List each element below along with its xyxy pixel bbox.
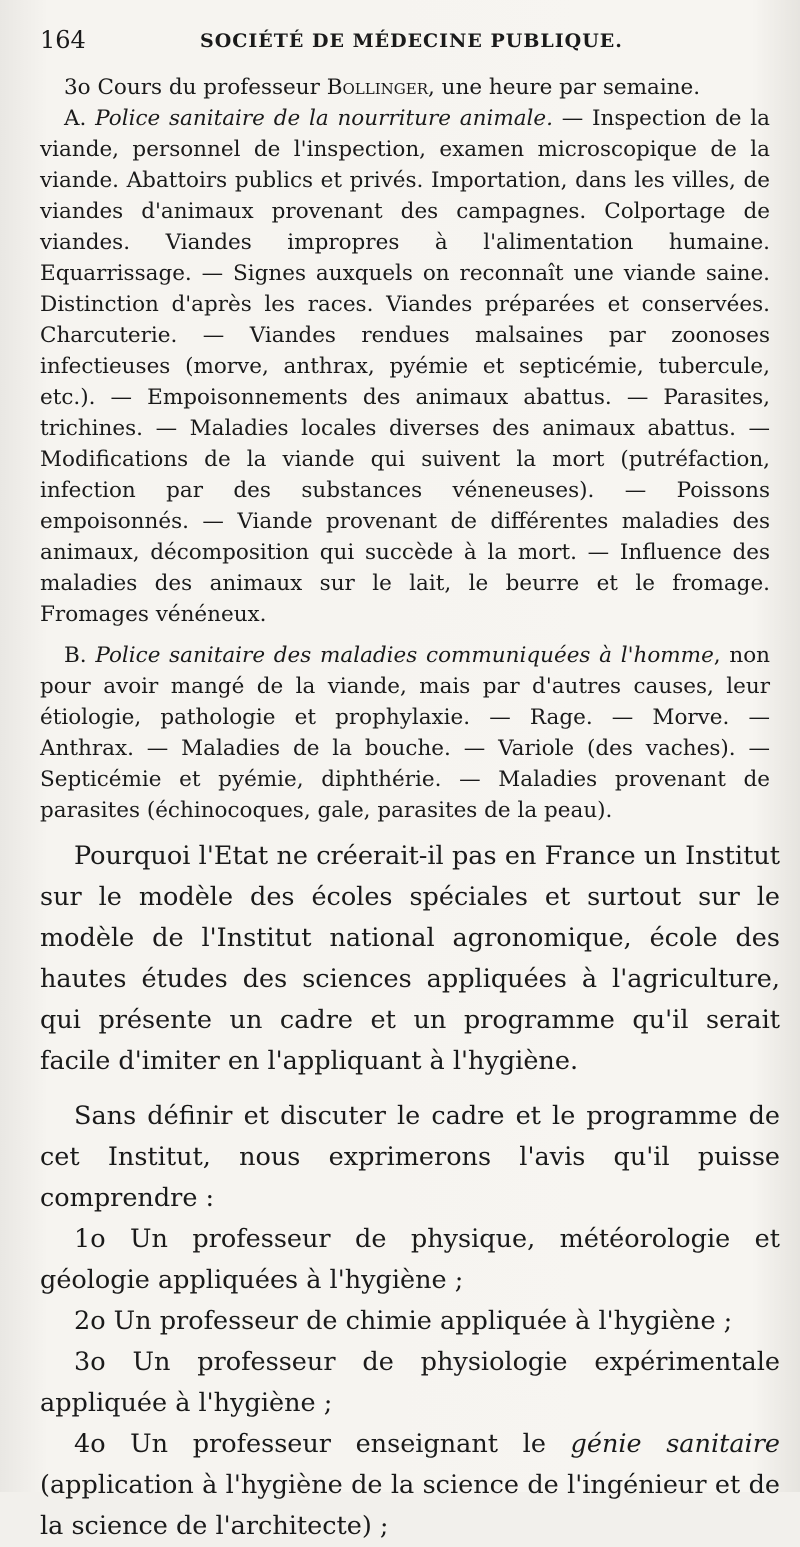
section-b-title: Police sanitaire des maladies communiquées à l'homme — [95, 643, 714, 668]
page-header — [40, 22, 760, 62]
genie-sanitaire: génie sanitaire — [570, 1429, 780, 1459]
list-item-3: 3o Un professeur de physiologie expérimentale appliquée à l'hygiène ; — [40, 1347, 780, 1418]
section-a-title: Police sanitaire de la nourriture animale. — [95, 106, 553, 131]
main-text — [40, 836, 780, 1547]
list-item-2: 2o Un professeur de chimie appliquée à l'hygiène ; — [74, 1306, 733, 1336]
list-item-1: 1o Un professeur de physique, météorologie et géologie appliquées à l'hygiène ; — [40, 1224, 780, 1295]
section-a-text: — Inspection de la viande, personnel de l'inspection, examen microscopique de la viande. Abattoirs publics et privés. Importation, dans les villes, de viandes d'animaux provenant des campagnes. Colportage de viandes. Viandes impropres à l'alimentation humaine. Equarrissage. — Signes auxquels on reconnaît une viande saine. Distinction d'après les races. Viandes préparées et conservées. Charcuterie. — Viandes rendues malsaines par zoonoses infectieuses (morve, anthrax, pyémie et septicémie, tubercule, etc.). — Empoisonnements des animaux abattus. — Parasites, trichines. — Maladies locales diverses des animaux abattus. — Modifications de la viande qui suivent la mort (putréfaction, infection par des substances véneneuses). — Poissons empoisonnés. — Viande provenant de différentes maladies des animaux, décomposition qui succède à la mort. — Influence des maladies des animaux sur le lait, le beurre et le fromage. Fromages vénéneux. — [40, 106, 770, 627]
section-a: A. Police sanitaire de la nourriture animale. — Inspection de la viande, personnel de l'inspection, examen microscopique de la viande. Abattoirs publics et privés. Importation, dans les villes, de viandes d'animaux provenant des campagnes. Colportage de viandes. Viandes impropres à l'alimentation humaine. Equarrissage. — Signes auxquels on reconnaît une viande saine. Distinction d'après les races. Viandes préparées et conservées. Charcuterie. — Viandes rendues malsaines par zoonoses infectieuses (morve, anthrax, pyémie et septicémie, tubercule, etc.). — Empoisonnements des animaux abattus. — Parasites, trichines. — Maladies locales diverses des animaux abattus. — Modifications de la viande qui suivent la mort (putréfaction, infection par des substances véneneuses). — Poissons empoisonnés. — Viande provenant de différentes maladies des animaux, décomposition qui succède à la mort. — Influence des maladies des animaux sur le lait, le beurre et le fromage. Fromages vénéneux. — [40, 106, 770, 627]
course-heading: 3o Cours du professeur Bollinger, une heure par semaine. — [64, 75, 701, 100]
professor-name: Bollinger — [326, 75, 428, 100]
paragraph-institut: Pourquoi l'Etat ne créerait-il pas en France un Institut sur le modèle des écoles spéciales et surtout sur le modèle de l'Institut national agronomique, école des hautes études des sciences appliquées à l'agriculture, qui présente un cadre et un programme qu'il serait facile d'imiter en l'appliquant à l'hygiène. — [40, 841, 780, 1076]
paragraph-programme: Sans définir et discuter le cadre et le programme de cet Institut, nous exprimerons l'avis qu'il puisse comprendre : — [40, 1101, 780, 1213]
list-item-4: 4o Un professeur enseignant le génie sanitaire (application à l'hygiène de la science de l'ingénieur et de la science de l'architecte) ; — [40, 1429, 780, 1541]
course-description — [40, 72, 770, 826]
running-title: SOCIÉTÉ DE MÉDECINE PUBLIQUE. — [200, 30, 623, 52]
page-number: 164 — [40, 26, 86, 54]
section-b-text: , non pour avoir mangé de la viande, mais par d'autres causes, leur étiologie, pathologie et prophylaxie. — Rage. — Morve. — Anthrax. — Maladies de la bouche. — Variole (des vaches). — Septicémie et pyémie, diphthérie. — Maladies provenant de parasites (échinocoques, gale, parasites de la peau). — [40, 643, 770, 823]
section-b: B. Police sanitaire des maladies communiquées à l'homme, non pour avoir mangé de la viande, mais par d'autres causes, leur étiologie, pathologie et prophylaxie. — Rage. — Morve. — Anthrax. — Maladies de la bouche. — Variole (des vaches). — Septicémie et pyémie, diphthérie. — Maladies provenant de parasites (échinocoques, gale, parasites de la peau). — [40, 643, 770, 823]
